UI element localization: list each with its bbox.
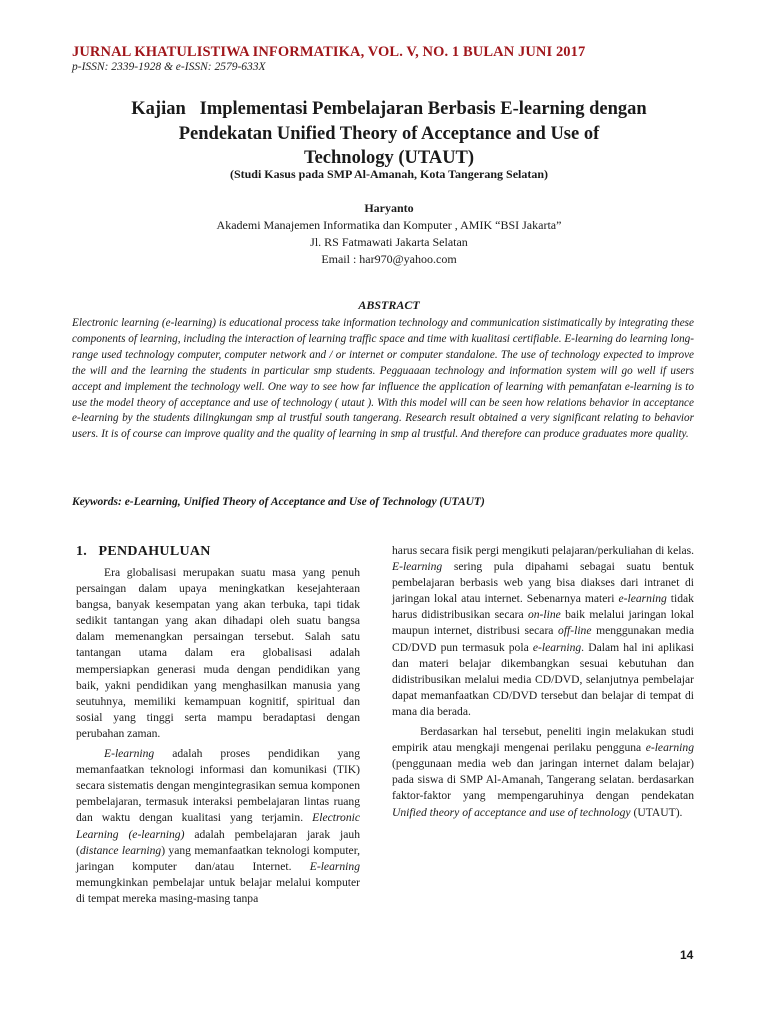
author-email: Email : har970@yahoo.com [321,252,457,266]
abstract-heading: ABSTRACT [358,298,420,312]
text-run: baik melalui jaringan lokal maupun internet, distribusi secara [392,608,694,638]
left-column [76,565,360,911]
text-run: tidak harus didistribusikan secara [392,592,694,622]
author-block [72,200,706,268]
journal-title: JURNAL KHATULISTIWA INFORMATIKA, VOL. V, NO. 1 BULAN JUNI 2017 [72,44,586,60]
section-heading: 1. PENDAHULUAN [76,544,211,559]
emphasis: e-learning [645,741,694,755]
paper-title-line: Technology (UTAUT) [303,148,475,168]
emphasis: off-line [558,624,592,638]
text-run: ) yang memanfaatkan teknologi komputer, jaringan komputer dan/atau Internet. [76,843,361,873]
abstract-body: Electronic learning (e-learning) is educational process take information technology and communication sistimatically by integrating these components of learning, including the interaction of learning traffic space and time with kualitasi certifiable. E-learning do learning long-range used technology computer, computer network and / or internet or computer standalone. The use of technology expected to improve the will and the learning the students in particular smp students. Pegguaaan technology and information system will go well if users accept and implement the technology well. One way to see how far influence the application of learning with pemanfatan e-learning is to use the model theory of acceptance and use of technology ( utaut ). With this model will can be seen how relations behavior in acceptance e-learning by the students dilingkungan smp al trustful south tangerang. Research result obtained a very significant relating to behavior users. It is of course can improve quality and the quality of learning in smp al trustful. And therefore can produce graduates more quality. [72,317,694,441]
text-run: (UTAUT). [630,805,683,819]
text-run: memungkinkan pembelajar untuk belajar melalui komputer di tempat mereka masing-masing tanpa [76,875,360,905]
emphasis: E-learning [104,747,155,761]
emphasis: e-learning [618,592,667,606]
author-affiliation: Akademi Manajemen Informatika dan Komputer , AMIK “BSI Jakarta” [216,218,562,232]
paper-title [72,97,706,171]
author-address: Jl. RS Fatmawati Jakarta Selatan [310,235,468,249]
text-run: menggunakan media CD/DVD pun termasuk pola [392,624,694,654]
text-run: (penggunaan media web dan jaringan internet dalam belajar) pada siswa di SMP Al-Amanah, Tangerang selatan. berdasarkan faktor-faktor yang mempengaruhinya dengan pendekatan [392,757,694,803]
paper-title-line: Pendekatan Unified Theory of Acceptance and Use of [178,123,600,144]
emphasis: E-learning [309,859,360,873]
text-run: sering pula dipahami sebagai suatu bentuk pembelajaran berbasis web yang bisa diakses dari intranet di jaringan lokal atau internet. Sebenarnya materi [392,560,694,606]
right-column [392,543,694,825]
text-run: . Dalam hal ini aplikasi dan materi belajar dikembangkan sesuai kebutuhan dan didistribusikan melalui media CD/DVD, selanjutnya pembelajar dapat memanfaatkan CD/DVD tersebut dan belajar di tempat di mana dia berada. [392,640,695,718]
text-run: adalah pembelajaran jarak jauh ( [76,827,360,857]
paper-title-line: Kajian Implementasi Pembelajaran Berbasis E-learning dengan [131,99,647,119]
emphasis: on-line [527,608,561,622]
paragraph: Era globalisasi merupakan suatu masa yang penuh persaingan dalam upaya meningkatkan kesejahteraan bangsa, banyak kesempatan yang akan terbuka, tapi tidak sedikit tantangan yang akan dihadapi oleh suatu bangsa dalam memenangkan persaingan tersebut. Salah satu tantangan utama dalam era globalisasi adalah mempersiapkan generasi muda dengan pendidikan yang baik, yakni pendidikan yang menghasilkan manusia yang seutuhnya, memiliki kemampuan kognitif, spiritual dan sosial yang tinggi serta mampu beradaptasi dengan perubahan zaman. [76,566,360,740]
emphasis: e-learning [532,640,582,654]
keywords: Keywords: e-Learning, Unified Theory of Acceptance and Use of Technology (UTAUT) [72,496,485,508]
page-number: 14 [680,948,694,962]
text-run: harus secara fisik pergi mengikuti pelajaran/perkuliahan di kelas. [392,544,694,557]
paragraph [76,746,360,907]
paragraph [392,543,694,720]
emphasis: Unified theory of acceptance and use of technology [392,805,631,819]
emphasis: E-learning [392,560,443,574]
text-run: adalah proses pendidikan yang memanfaatkan teknologi informasi dan komunikasi (TIK) secara sistematis dengan mengintegrasikan semua komponen pembelajaran, termasuk interaksi pembelajaran lintas ruang dan waktu dengan kualitasi yang terjamin. [76,747,360,825]
author-name: Haryanto [364,201,414,215]
issn-line: p-ISSN: 2339-1928 & e-ISSN: 2579-633X [72,61,266,73]
case-study-subtitle: (Studi Kasus pada SMP Al-Amanah, Kota Tangerang Selatan) [229,167,549,181]
emphasis: distance learning [79,843,162,857]
paragraph [392,724,694,821]
text-run: Berdasarkan hal tersebut, peneliti ingin melakukan studi empirik atau mengkaji mengenai perilaku pengguna [392,725,694,755]
emphasis: Electronic Learning (e-learning) [76,811,360,841]
